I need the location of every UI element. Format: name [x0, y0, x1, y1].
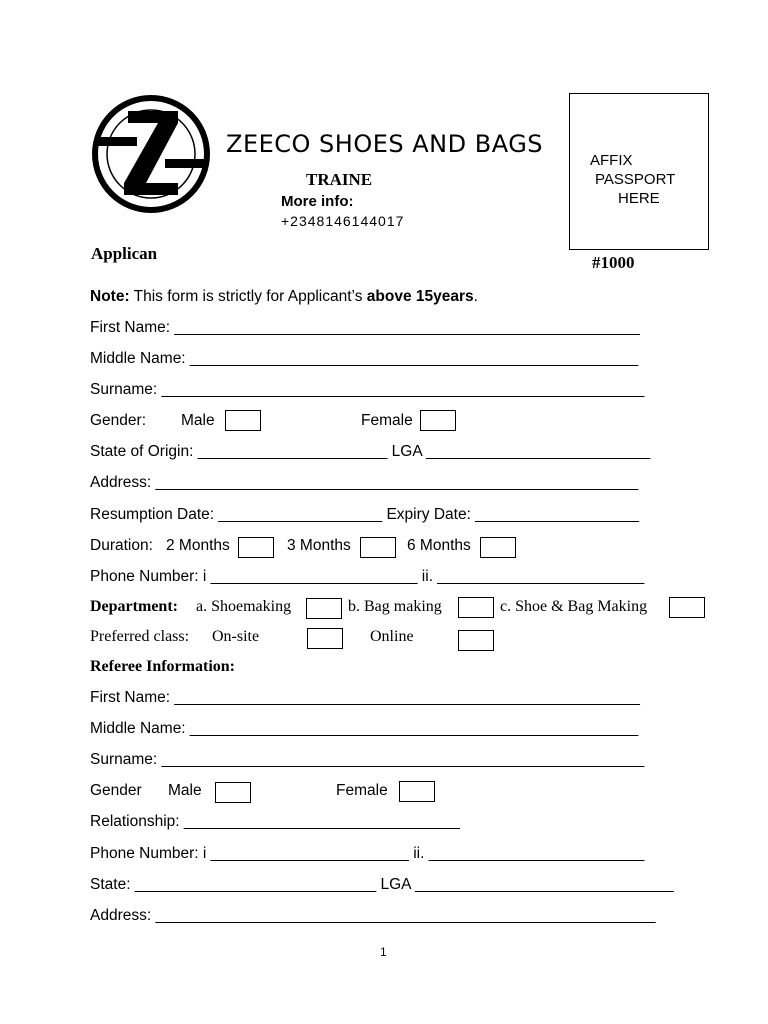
duration-2-checkbox[interactable] — [238, 537, 274, 558]
header-phone: +2348146144017 — [281, 213, 405, 229]
note-label: Note: — [90, 288, 130, 305]
dept-shoe-bag-label: c. Shoe & Bag Making — [500, 598, 648, 615]
passport-label-line1: AFFIX — [590, 152, 633, 169]
duration-3-label: 3 Months — [287, 537, 351, 554]
dept-shoe-bag-checkbox[interactable] — [669, 597, 705, 618]
dept-shoemaking-checkbox[interactable] — [306, 598, 342, 619]
applicant-heading-clip — [91, 244, 201, 274]
referee-first-name-field[interactable]: First Name: ______________________________________________________ — [90, 689, 640, 706]
applicant-gender-label: Gender: — [90, 412, 147, 429]
referee-relationship-field[interactable]: Relationship: ________________________________ — [90, 813, 460, 830]
dept-bagmaking-checkbox[interactable] — [458, 597, 494, 618]
applicant-address-field[interactable]: Address: ________________________________________________________ — [90, 474, 639, 491]
logo-z-icon — [90, 93, 212, 215]
company-name: ZEECO SHOES AND BAGS — [226, 130, 544, 158]
department-label: Department: — [90, 598, 178, 615]
preferred-class-label: Preferred class: — [90, 628, 190, 645]
applicant-surname-field[interactable]: Surname: ________________________________________________________ — [90, 381, 645, 398]
form-subtitle: TRAINE — [306, 170, 373, 189]
referee-female-checkbox[interactable] — [399, 781, 435, 802]
duration-2-label: 2 Months — [166, 537, 230, 554]
referee-male-checkbox[interactable] — [215, 782, 251, 803]
preferred-onsite-label: On-site — [212, 628, 260, 645]
duration-6-label: 6 Months — [407, 537, 471, 554]
applicant-female-checkbox[interactable] — [420, 410, 456, 431]
more-info-label: More info: — [281, 193, 354, 210]
form-number: #1000 — [592, 253, 635, 272]
preferred-onsite-checkbox[interactable] — [307, 628, 343, 649]
note-end: . — [473, 288, 478, 305]
dept-shoemaking-label: a. Shoemaking — [196, 598, 292, 615]
referee-phone-field[interactable]: Phone Number: i _______________________ ii. _________________________ — [90, 845, 645, 862]
note-emphasis: above 15years — [366, 288, 474, 305]
applicant-state-origin-field[interactable]: State of Origin: ______________________ LGA __________________________ — [90, 443, 651, 460]
passport-label-line2: PASSPORT — [595, 171, 676, 188]
company-logo — [90, 93, 212, 215]
referee-state-field[interactable]: State: ____________________________ LGA ______________________________ — [90, 876, 674, 893]
page-number: 1 — [380, 945, 387, 959]
preferred-online-checkbox[interactable] — [458, 630, 494, 651]
applicant-first-name-field[interactable]: First Name: ______________________________________________________ — [90, 319, 640, 336]
referee-gender-female-label: Female — [336, 782, 388, 799]
note-text: This form is strictly for Applicant’s — [129, 288, 367, 305]
referee-address-field[interactable]: Address: __________________________________________________________ — [90, 907, 656, 924]
referee-middle-name-field[interactable]: Middle Name: ____________________________________________________ — [90, 720, 639, 737]
applicant-gender-female-label: Female — [361, 412, 413, 429]
dept-bagmaking-label: b. Bag making — [348, 598, 442, 615]
applicant-phone-field[interactable]: Phone Number: i ________________________ ii. ________________________ — [90, 568, 645, 585]
applicant-heading: Applican — [91, 244, 158, 263]
note-line — [90, 288, 478, 306]
referee-surname-field[interactable]: Surname: ________________________________________________________ — [90, 751, 645, 768]
phone-partial-clip — [281, 210, 441, 229]
referee-heading: Referee Information: — [90, 658, 235, 675]
duration-label: Duration: — [90, 537, 153, 554]
preferred-online-label: Online — [370, 628, 414, 645]
referee-gender-label: Gender — [90, 782, 142, 799]
applicant-middle-name-field[interactable]: Middle Name: ____________________________________________________ — [90, 350, 639, 367]
applicant-gender-male-label: Male — [181, 412, 215, 429]
applicant-resumption-field[interactable]: Resumption Date: ___________________ Expiry Date: ___________________ — [90, 506, 639, 523]
duration-6-checkbox[interactable] — [480, 537, 516, 558]
duration-3-checkbox[interactable] — [360, 537, 396, 558]
applicant-male-checkbox[interactable] — [225, 410, 261, 431]
passport-label-line3: HERE — [618, 190, 660, 207]
referee-gender-male-label: Male — [168, 782, 202, 799]
